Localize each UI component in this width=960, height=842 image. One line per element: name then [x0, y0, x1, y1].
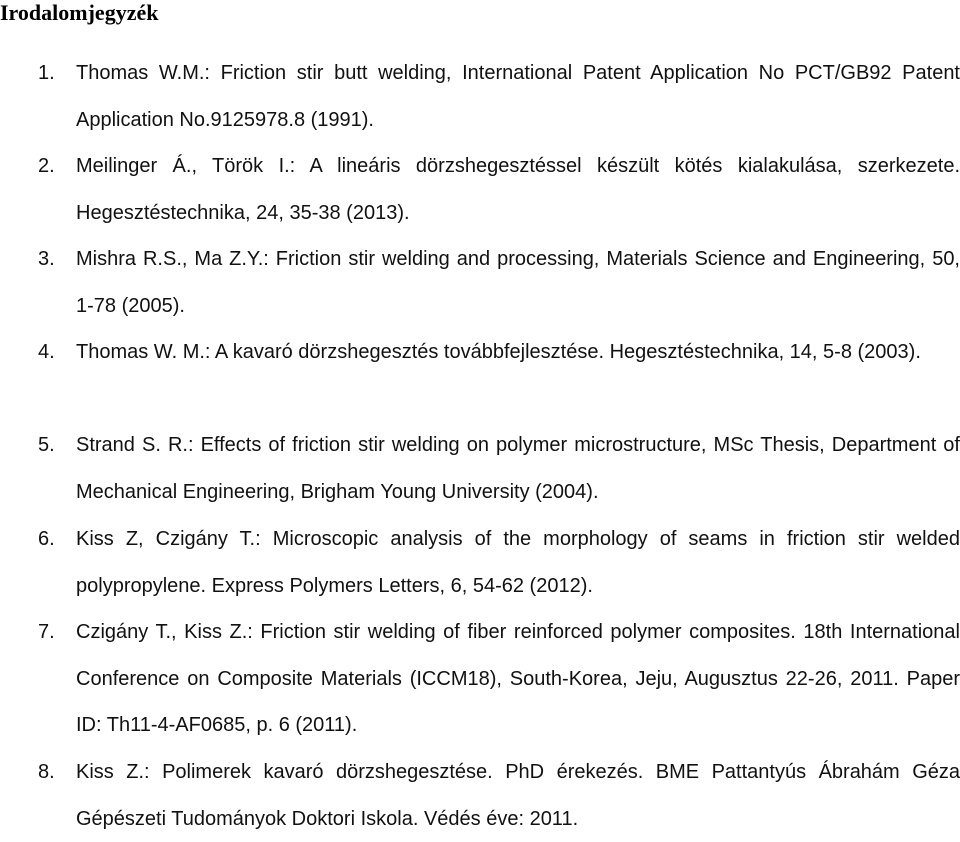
reference-number: 6. [38, 528, 55, 550]
reference-text: Thomas W.M.: Friction stir butt welding, International Patent Application No PCT/GB92 Patent Application No.9125978.8 (1991). [76, 62, 960, 131]
reference-number: 7. [38, 621, 55, 643]
reference-item [38, 50, 960, 143]
reference-number: 1. [38, 62, 55, 84]
reference-text: Kiss Z.: Polimerek kavaró dörzshegesztése. PhD érekezés. BME Pattantyús Ábrahám Géza Gépészeti Tudományok Doktori Iskola. Védés éve: 2011. [76, 761, 960, 830]
reference-text: Thomas W. M.: A kavaró dörzshegesztés továbbfejlesztése. Hegesztéstechnika, 14, 5-8 (2003). [76, 341, 921, 363]
reference-number: 3. [38, 248, 55, 270]
reference-text: Meilinger Á., Török I.: A lineáris dörzshegesztéssel készült kötés kialakulása, szerkezete. Hegesztéstechnika, 24, 35-38 (2013). [76, 155, 960, 224]
reference-number: 5. [38, 434, 55, 456]
reference-item [38, 609, 960, 749]
reference-text: Strand S. R.: Effects of friction stir welding on polymer microstructure, MSc Thesis, Department of Mechanical Engineering, Brigham Young University (2004). [76, 434, 960, 503]
reference-number: 8. [38, 761, 55, 783]
reference-number: 2. [38, 155, 55, 177]
page-title: Irodalomjegyzék [0, 0, 159, 25]
reference-number: 4. [38, 341, 55, 363]
reference-text: Czigány T., Kiss Z.: Friction stir welding of fiber reinforced polymer composites. 18th International Conference on Composite Materials (ICCM18), South-Korea, Jeju, Augusztus 22-26, 2011. Paper ID: Th11-4-AF0685, p. 6 (2011). [76, 621, 960, 736]
reference-item [38, 236, 960, 329]
reference-item [38, 329, 960, 376]
reference-text: Mishra R.S., Ma Z.Y.: Friction stir welding and processing, Materials Science and Engineering, 50, 1-78 (2005). [76, 248, 960, 317]
reference-item [38, 143, 960, 236]
reference-text: Kiss Z, Czigány T.: Microscopic analysis of the morphology of seams in friction stir welded polypropylene. Express Polymers Letters, 6, 54-62 (2012). [76, 528, 960, 597]
reference-item [38, 516, 960, 609]
reference-item [38, 749, 960, 842]
reference-item [38, 422, 960, 515]
